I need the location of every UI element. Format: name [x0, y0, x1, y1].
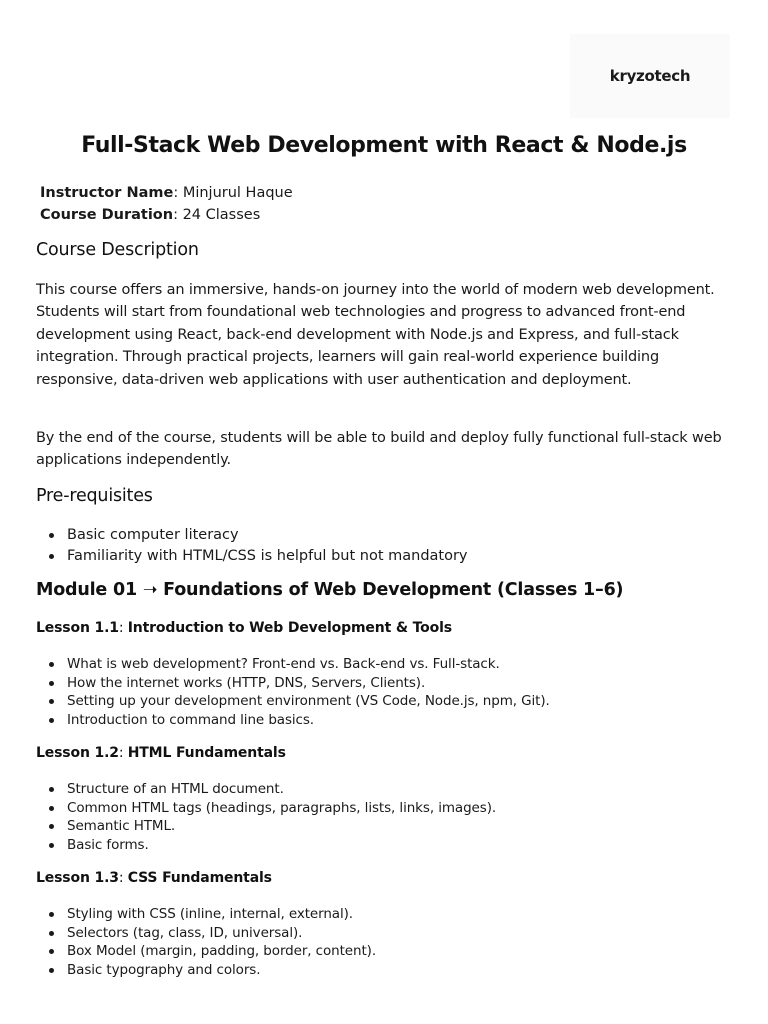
prerequisites-heading: Pre-requisites	[36, 486, 153, 506]
course-meta	[40, 182, 293, 226]
list-item: Structure of an HTML document.	[36, 780, 496, 799]
lesson-title: HTML Fundamentals	[127, 745, 286, 761]
lesson-separator: :	[118, 620, 128, 636]
list-item: What is web development? Front-end vs. Back-end vs. Full-stack.	[36, 655, 550, 674]
duration-label: Course Duration	[40, 207, 174, 223]
list-item: Basic typography and colors.	[36, 961, 376, 980]
lesson-code: Lesson 1.2	[36, 745, 119, 761]
module-heading: Module 01 ➝ Foundations of Web Development (Classes 1–6)	[36, 580, 624, 600]
list-item: Basic forms.	[36, 836, 496, 855]
list-item: How the internet works (HTTP, DNS, Servers, Clients).	[36, 674, 550, 693]
lesson-code: Lesson 1.3	[36, 870, 119, 886]
duration-separator: :	[173, 207, 183, 223]
kryzotech-logo: kryzotech	[609, 67, 691, 85]
lesson-title: CSS Fundamentals	[127, 870, 272, 886]
list-item: Common HTML tags (headings, paragraphs, lists, links, images).	[36, 799, 496, 818]
duration-value: 24 Classes	[182, 207, 261, 223]
lesson-1-1-heading	[36, 620, 452, 636]
lesson-1-1-list	[36, 655, 550, 729]
prerequisites-list	[36, 525, 468, 567]
description-paragraph-2: By the end of the course, students will be able to build and deploy fully functional full-stack web applications independently.	[36, 430, 722, 469]
lesson-1-2-heading	[36, 745, 286, 761]
lesson-1-2-list	[36, 780, 496, 854]
list-item: Basic computer literacy	[36, 525, 468, 546]
lesson-separator: :	[118, 870, 128, 886]
list-item: Familiarity with HTML/CSS is helpful but not mandatory	[36, 546, 468, 567]
description-paragraph-1: This course offers an immersive, hands-on journey into the world of modern web development. Students will start from foundational web technologies and progress to advanced front-end development using React, back-end development with Node.js and Express, and full-stack integration. Through practical projects, learners will gain real-world experience building responsive, data-driven web applications with user authentication and deployment.	[36, 282, 715, 388]
instructor-label: Instructor Name	[40, 185, 174, 201]
lesson-title: Introduction to Web Development & Tools	[127, 620, 452, 636]
instructor-value: Minjurul Haque	[182, 185, 293, 201]
list-item: Styling with CSS (inline, internal, external).	[36, 905, 376, 924]
instructor-separator: :	[173, 185, 183, 201]
list-item: Box Model (margin, padding, border, content).	[36, 942, 376, 961]
lesson-code: Lesson 1.1	[36, 620, 119, 636]
description-heading: Course Description	[36, 240, 199, 260]
lesson-1-3-list	[36, 905, 376, 979]
instructor-row	[40, 182, 293, 204]
list-item: Introduction to command line basics.	[36, 711, 550, 730]
course-title: Full-Stack Web Development with React & Node.js	[81, 133, 687, 158]
logo-box	[570, 34, 730, 118]
list-item: Semantic HTML.	[36, 817, 496, 836]
lesson-separator: :	[118, 745, 128, 761]
lesson-1-3-heading	[36, 870, 272, 886]
list-item: Selectors (tag, class, ID, universal).	[36, 924, 376, 943]
duration-row	[40, 204, 293, 226]
list-item: Setting up your development environment (VS Code, Node.js, npm, Git).	[36, 692, 550, 711]
